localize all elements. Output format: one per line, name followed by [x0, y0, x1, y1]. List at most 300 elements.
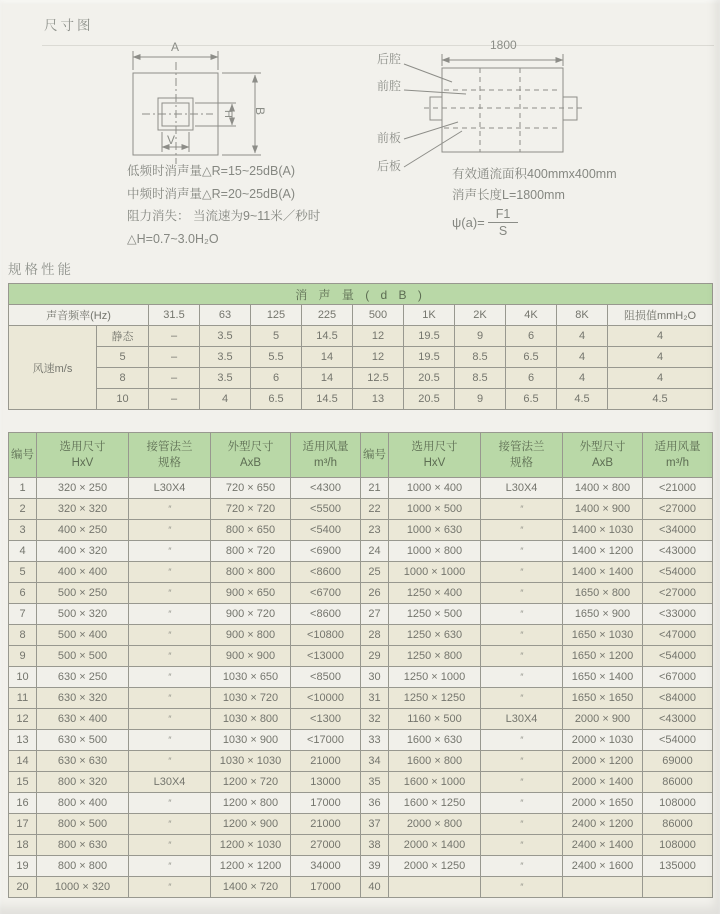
cell-outer-size: 1030 × 1030 [211, 751, 291, 772]
cell-selected-size: 1250 × 400 [389, 583, 481, 604]
cell-attenuation: 20.5 [404, 389, 455, 410]
cell-outer-size: 800 × 800 [211, 562, 291, 583]
cell-number: 7 [9, 604, 37, 625]
cell-selected-size: 1600 × 1000 [389, 772, 481, 793]
cell-outer-size: 1200 × 1200 [211, 856, 291, 877]
header-line1: 接管法兰 [146, 441, 193, 453]
cell-airflow: <84000 [643, 688, 713, 709]
cell-attenuation: 4 [608, 347, 713, 368]
cell-outer-size: 2400 × 1200 [563, 814, 643, 835]
cell-attenuation: 6.5 [251, 389, 302, 410]
header-line2: m³/h [314, 457, 337, 469]
cell-flange-spec: ″ [481, 520, 563, 541]
cell-selected-size: 1000 × 400 [389, 478, 481, 499]
cell-flange-spec: ″ [129, 835, 211, 856]
table-row [9, 604, 713, 625]
cell-number: 38 [361, 835, 389, 856]
dim-label-v: V [167, 133, 176, 147]
cell-flange-spec: ″ [481, 562, 563, 583]
cell-number: 4 [9, 541, 37, 562]
column-header: 31.5 [149, 305, 200, 326]
cell-flange-spec: ″ [129, 520, 211, 541]
row-subheader: 8 [97, 368, 149, 389]
table-row [9, 347, 713, 368]
cell-selected-size: 1000 × 320 [37, 877, 129, 898]
cell-outer-size: 1650 × 800 [563, 583, 643, 604]
cell-number: 24 [361, 541, 389, 562]
cell-number: 20 [9, 877, 37, 898]
cell-attenuation: 8.5 [455, 347, 506, 368]
header-line1: 选用尺寸 [411, 441, 458, 453]
cell-flange-spec: ″ [129, 709, 211, 730]
formula-denominator: S [498, 224, 508, 238]
cell-selected-size: 500 × 250 [37, 583, 129, 604]
header-line1: 选用尺寸 [59, 441, 106, 453]
cell-selected-size: 630 × 630 [37, 751, 129, 772]
cell-selected-size: 1600 × 1250 [389, 793, 481, 814]
cell-airflow: <43000 [643, 541, 713, 562]
cross-section-drawing [118, 40, 278, 170]
cell-number: 9 [9, 646, 37, 667]
cell-outer-size: 900 × 650 [211, 583, 291, 604]
cell-number: 1 [9, 478, 37, 499]
column-header: 125 [251, 305, 302, 326]
cell-attenuation: 3.5 [200, 347, 251, 368]
cell-attenuation: 9 [455, 389, 506, 410]
cell-number: 6 [9, 583, 37, 604]
cell-airflow: <54000 [643, 646, 713, 667]
cell-number: 21 [361, 478, 389, 499]
cell-number: 31 [361, 688, 389, 709]
cell-attenuation: – [149, 368, 200, 389]
cell-attenuation: 14.5 [302, 389, 353, 410]
cell-selected-size: 2000 × 1400 [389, 835, 481, 856]
dim-label-a: A [171, 40, 180, 54]
cell-number: 8 [9, 625, 37, 646]
header-line2: AxB [239, 457, 262, 469]
cell-flange-spec: L30X4 [129, 772, 211, 793]
cell-selected-size: 1250 × 630 [389, 625, 481, 646]
dim-label-h: H [221, 110, 234, 118]
cell-airflow: 86000 [643, 814, 713, 835]
cell-airflow: 17000 [291, 793, 361, 814]
cell-flange-spec: ″ [129, 625, 211, 646]
table-row [9, 284, 713, 305]
cell-airflow: <1300 [291, 709, 361, 730]
cell-outer-size: 1400 × 1400 [563, 562, 643, 583]
cell-attenuation: 4 [608, 326, 713, 347]
cell-flange-spec: ″ [481, 856, 563, 877]
cell-flange-spec: ″ [129, 856, 211, 877]
table-row [9, 877, 713, 898]
cell-flange-spec: ″ [129, 877, 211, 898]
label-rear-cavity: 后腔 [377, 52, 402, 66]
cell-outer-size: 1400 × 1030 [563, 520, 643, 541]
table-row [9, 368, 713, 389]
cell-outer-size: 900 × 720 [211, 604, 291, 625]
table-header-row [9, 433, 713, 478]
model-selection-table [8, 432, 713, 898]
dim-label-b: B [253, 106, 268, 116]
cell-number: 16 [9, 793, 37, 814]
cell-outer-size [563, 877, 643, 898]
cell-number: 33 [361, 730, 389, 751]
cell-outer-size: 800 × 720 [211, 541, 291, 562]
column-header-loss: 阻损值mmH₂O [608, 305, 713, 326]
cell-attenuation: 4 [557, 326, 608, 347]
cell-selected-size: 2000 × 1250 [389, 856, 481, 877]
cell-attenuation: 5 [251, 326, 302, 347]
cell-outer-size: 2400 × 1400 [563, 835, 643, 856]
header-line2: m³/h [666, 457, 689, 469]
cell-attenuation: 4 [557, 368, 608, 389]
header-line1: 外型尺寸 [579, 441, 626, 453]
cell-selected-size: 1000 × 500 [389, 499, 481, 520]
cell-number: 3 [9, 520, 37, 541]
column-header [129, 433, 211, 478]
column-header [563, 433, 643, 478]
cell-outer-size: 2000 × 900 [563, 709, 643, 730]
header-line2: 规格 [510, 457, 533, 469]
cell-flange-spec: ″ [481, 646, 563, 667]
cell-airflow: <67000 [643, 667, 713, 688]
header-line2: HxV [71, 457, 94, 469]
cell-selected-size [389, 877, 481, 898]
column-header [211, 433, 291, 478]
column-header: 225 [302, 305, 353, 326]
cell-attenuation: 4 [608, 368, 713, 389]
cell-airflow: <8500 [291, 667, 361, 688]
cell-outer-size: 1650 × 1030 [563, 625, 643, 646]
cell-selected-size: 1000 × 800 [389, 541, 481, 562]
cell-airflow: <5500 [291, 499, 361, 520]
table-row [9, 730, 713, 751]
cell-flange-spec: ″ [481, 688, 563, 709]
cell-airflow: 27000 [291, 835, 361, 856]
table-row [9, 305, 713, 326]
column-header [389, 433, 481, 478]
cell-number: 10 [9, 667, 37, 688]
cell-outer-size: 1400 × 900 [563, 499, 643, 520]
cell-number: 5 [9, 562, 37, 583]
cell-outer-size: 1400 × 1200 [563, 541, 643, 562]
column-header [37, 433, 129, 478]
cell-selected-size: 400 × 250 [37, 520, 129, 541]
table-row [9, 583, 713, 604]
cell-outer-size: 1030 × 650 [211, 667, 291, 688]
cell-airflow: 17000 [291, 877, 361, 898]
cell-attenuation: 8.5 [455, 368, 506, 389]
formula-numerator: F1 [488, 207, 519, 223]
cell-outer-size: 900 × 800 [211, 625, 291, 646]
header-line1: 编号 [363, 449, 386, 461]
cell-flange-spec: ″ [129, 667, 211, 688]
cell-airflow: 108000 [643, 793, 713, 814]
cell-flange-spec: ″ [481, 667, 563, 688]
cell-airflow: 21000 [291, 751, 361, 772]
table-row [9, 625, 713, 646]
cell-selected-size: 1250 × 1000 [389, 667, 481, 688]
cell-outer-size: 1200 × 1030 [211, 835, 291, 856]
column-header [9, 433, 37, 478]
cell-flange-spec: ″ [481, 877, 563, 898]
formula-fraction [488, 207, 519, 238]
cell-attenuation: 4.5 [557, 389, 608, 410]
cell-selected-size: 500 × 400 [37, 625, 129, 646]
cell-selected-size: 800 × 400 [37, 793, 129, 814]
cell-number: 34 [361, 751, 389, 772]
cell-outer-size: 900 × 900 [211, 646, 291, 667]
cell-attenuation: 4 [557, 347, 608, 368]
row-header-wind-speed: 风速m/s [9, 326, 97, 410]
cell-flange-spec: L30X4 [129, 478, 211, 499]
cell-attenuation: – [149, 389, 200, 410]
cell-outer-size: 1400 × 720 [211, 877, 291, 898]
cell-attenuation: 6 [506, 326, 557, 347]
cell-attenuation: 3.5 [200, 368, 251, 389]
cell-flange-spec: ″ [481, 772, 563, 793]
dim-label-1800: 1800 [490, 38, 517, 52]
note-line: 中频时消声量△R=20~25dB(A) [127, 186, 295, 201]
cell-attenuation: 4 [200, 389, 251, 410]
cell-number: 35 [361, 772, 389, 793]
cell-attenuation: 13 [353, 389, 404, 410]
header-line1: 接管法兰 [498, 441, 545, 453]
column-header [481, 433, 563, 478]
cell-attenuation: 14 [302, 368, 353, 389]
cell-airflow: <5400 [291, 520, 361, 541]
cell-flange-spec: ″ [129, 793, 211, 814]
note-line: 低频时消声量△R=15~25dB(A) [127, 164, 295, 178]
table-row [9, 499, 713, 520]
cell-airflow: 108000 [643, 835, 713, 856]
cell-airflow: <21000 [643, 478, 713, 499]
cell-selected-size: 1600 × 630 [389, 730, 481, 751]
cell-airflow: <4300 [291, 478, 361, 499]
cell-number: 23 [361, 520, 389, 541]
cell-flange-spec: ″ [481, 583, 563, 604]
cell-airflow: <27000 [643, 499, 713, 520]
cell-attenuation: 12 [353, 347, 404, 368]
note-line: △H=0.7~3.0H₂O [127, 231, 219, 246]
cell-number: 15 [9, 772, 37, 793]
cell-outer-size: 720 × 650 [211, 478, 291, 499]
cell-airflow: <43000 [643, 709, 713, 730]
cell-flange-spec: ″ [481, 625, 563, 646]
cell-attenuation: – [149, 347, 200, 368]
cell-airflow [643, 877, 713, 898]
cell-flange-spec: ″ [481, 730, 563, 751]
cell-selected-size: 630 × 500 [37, 730, 129, 751]
cell-outer-size: 720 × 720 [211, 499, 291, 520]
cell-flange-spec: ″ [481, 835, 563, 856]
cell-outer-size: 1030 × 720 [211, 688, 291, 709]
column-header: 4K [506, 305, 557, 326]
silencer-notes [452, 164, 617, 206]
header-line1: 编号 [11, 449, 34, 461]
cell-number: 27 [361, 604, 389, 625]
cell-outer-size: 800 × 650 [211, 520, 291, 541]
cell-airflow: <33000 [643, 604, 713, 625]
cell-flange-spec: ″ [129, 646, 211, 667]
cell-attenuation: 6 [506, 368, 557, 389]
table-row [9, 478, 713, 499]
cell-number: 32 [361, 709, 389, 730]
row-subheader: 5 [97, 347, 149, 368]
cell-selected-size: 400 × 320 [37, 541, 129, 562]
cell-selected-size: 500 × 320 [37, 604, 129, 625]
cell-flange-spec: ″ [129, 751, 211, 772]
cell-attenuation: 12 [353, 326, 404, 347]
performance-notes [127, 160, 320, 250]
cell-outer-size: 1650 × 1650 [563, 688, 643, 709]
cell-outer-size: 1400 × 800 [563, 478, 643, 499]
cell-flange-spec: ″ [129, 583, 211, 604]
header-line2: HxV [423, 457, 446, 469]
cell-attenuation: 14 [302, 347, 353, 368]
table-row [9, 562, 713, 583]
table-row [9, 520, 713, 541]
cell-airflow: <34000 [643, 520, 713, 541]
cell-number: 17 [9, 814, 37, 835]
row-subheader: 10 [97, 389, 149, 410]
cell-airflow: <13000 [291, 646, 361, 667]
cell-flange-spec: ″ [129, 730, 211, 751]
cell-flange-spec: ″ [481, 814, 563, 835]
cell-attenuation: 6.5 [506, 389, 557, 410]
cell-airflow: 13000 [291, 772, 361, 793]
cell-attenuation: 4.5 [608, 389, 713, 410]
cell-number: 30 [361, 667, 389, 688]
silencer-body-outline [430, 68, 577, 152]
cell-airflow: <54000 [643, 562, 713, 583]
cell-selected-size: 630 × 400 [37, 709, 129, 730]
cell-flange-spec: ″ [129, 604, 211, 625]
cell-flange-spec: ″ [129, 688, 211, 709]
cell-number: 12 [9, 709, 37, 730]
cell-number: 19 [9, 856, 37, 877]
cell-outer-size: 1030 × 800 [211, 709, 291, 730]
column-header: 1K [404, 305, 455, 326]
cell-flange-spec: L30X4 [481, 478, 563, 499]
cell-selected-size: 1160 × 500 [389, 709, 481, 730]
cell-outer-size: 1030 × 900 [211, 730, 291, 751]
cell-selected-size: 1250 × 800 [389, 646, 481, 667]
cell-outer-size: 2000 × 1400 [563, 772, 643, 793]
table-row [9, 772, 713, 793]
cell-flange-spec: ″ [481, 499, 563, 520]
cell-outer-size: 2000 × 1030 [563, 730, 643, 751]
cell-attenuation: 3.5 [200, 326, 251, 347]
cell-airflow: <6900 [291, 541, 361, 562]
table-row [9, 793, 713, 814]
cell-flange-spec: ″ [481, 604, 563, 625]
cell-number: 2 [9, 499, 37, 520]
cell-airflow: 135000 [643, 856, 713, 877]
table-title: 消 声 量 ( d B ) [9, 284, 713, 305]
cell-outer-size: 1650 × 1200 [563, 646, 643, 667]
cell-number: 28 [361, 625, 389, 646]
cell-flange-spec: ″ [481, 793, 563, 814]
column-header: 500 [353, 305, 404, 326]
cell-airflow: <6700 [291, 583, 361, 604]
cell-outer-size: 1200 × 900 [211, 814, 291, 835]
cell-flange-spec: ″ [129, 814, 211, 835]
cell-flange-spec: ″ [129, 541, 211, 562]
table-row [9, 389, 713, 410]
cell-outer-size: 1200 × 720 [211, 772, 291, 793]
cell-attenuation: – [149, 326, 200, 347]
cell-number: 36 [361, 793, 389, 814]
table-row [9, 541, 713, 562]
cell-number: 11 [9, 688, 37, 709]
cell-outer-size: 2000 × 1650 [563, 793, 643, 814]
cell-number: 13 [9, 730, 37, 751]
cell-attenuation: 12.5 [353, 368, 404, 389]
dimension-length [442, 54, 563, 66]
section-title-dimensions: 尺寸图 [44, 18, 94, 33]
centerlines [142, 62, 213, 164]
cell-number: 25 [361, 562, 389, 583]
table-row [9, 751, 713, 772]
cell-selected-size: 1250 × 1250 [389, 688, 481, 709]
cell-airflow: 86000 [643, 772, 713, 793]
label-front-cavity: 前腔 [377, 79, 402, 93]
cell-selected-size: 1600 × 800 [389, 751, 481, 772]
cell-outer-size: 2000 × 1200 [563, 751, 643, 772]
cell-selected-size: 630 × 250 [37, 667, 129, 688]
cell-outer-size: 2400 × 1600 [563, 856, 643, 877]
cell-number: 40 [361, 877, 389, 898]
table-row [9, 814, 713, 835]
cell-flange-spec: ″ [481, 751, 563, 772]
cell-outer-size: 1200 × 800 [211, 793, 291, 814]
note-line: 阻力消失： 当流速为9~11米／秒时 [127, 209, 321, 223]
column-header: 8K [557, 305, 608, 326]
psi-formula [452, 207, 518, 238]
column-header [643, 433, 713, 478]
row-subheader: 静态 [97, 326, 149, 347]
cell-airflow: <10000 [291, 688, 361, 709]
note-line: 有效通流面积400mmx400mm [452, 167, 617, 181]
cell-selected-size: 1250 × 500 [389, 604, 481, 625]
cell-selected-size: 1000 × 630 [389, 520, 481, 541]
cell-airflow: <54000 [643, 730, 713, 751]
cell-attenuation: 6.5 [506, 347, 557, 368]
cell-attenuation: 14.5 [302, 326, 353, 347]
cell-outer-size: 1650 × 900 [563, 604, 643, 625]
column-header: 2K [455, 305, 506, 326]
cell-number: 14 [9, 751, 37, 772]
cell-selected-size: 630 × 320 [37, 688, 129, 709]
cell-selected-size: 320 × 320 [37, 499, 129, 520]
cell-airflow: <27000 [643, 583, 713, 604]
cell-flange-spec: ″ [129, 562, 211, 583]
column-header: 63 [200, 305, 251, 326]
cell-outer-size: 1650 × 1400 [563, 667, 643, 688]
cell-flange-spec: ″ [481, 541, 563, 562]
table-row [9, 835, 713, 856]
table-row [9, 709, 713, 730]
label-front-plate: 前板 [377, 131, 402, 145]
cell-number: 37 [361, 814, 389, 835]
section-title-specs: 规格性能 [8, 262, 74, 277]
cell-flange-spec: L30X4 [481, 709, 563, 730]
header-line1: 适用风量 [654, 441, 701, 453]
cell-attenuation: 19.5 [404, 326, 455, 347]
table-row [9, 326, 713, 347]
cell-attenuation: 9 [455, 326, 506, 347]
